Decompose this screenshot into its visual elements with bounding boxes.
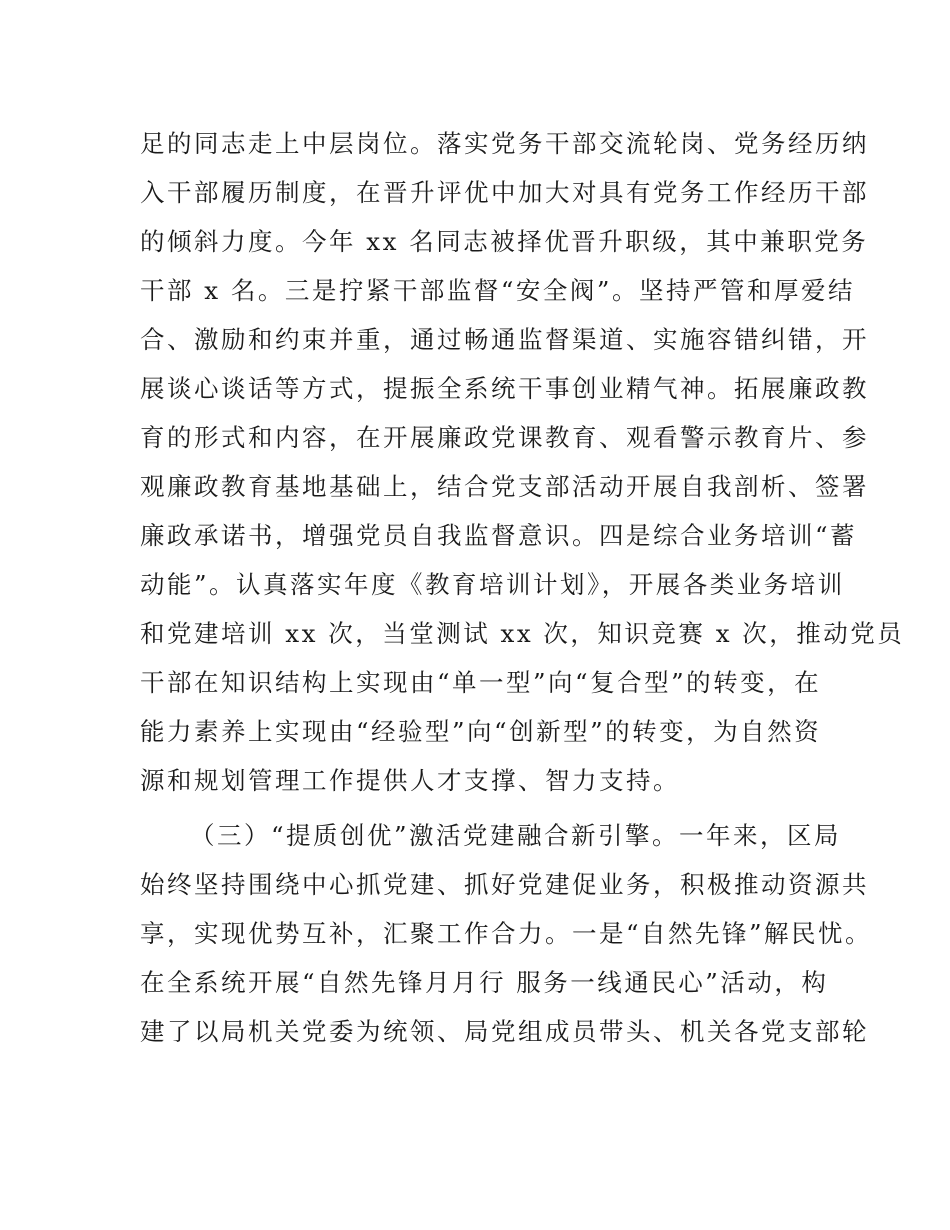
text-line-3: 的倾斜力度。今年 xx 名同志被择优晋升职级，其中兼职党务: [140, 227, 869, 256]
text-line-2: 入干部履历制度，在晋升评优中加大对具有党务工作经历干部: [140, 178, 869, 207]
text-line-9: 廉政承诺书，增强党员自我监督意识。四是综合业务培训“蓄: [140, 521, 858, 550]
text-line-13: 能力素养上实现由“经验型”向“创新型”的转变，为自然资: [140, 717, 822, 746]
text-line-14: 源和规划管理工作提供人才支撑、智力支持。: [140, 766, 680, 795]
text-line-17: 享，实现优势互补，汇聚工作合力。一是“自然先锋”解民忧。: [140, 919, 873, 948]
text-line-7: 育的形式和内容，在开展廉政党课教育、观看警示教育片、参: [140, 423, 869, 452]
text-line-12: 干部在知识结构上实现由“单一型”向“复合型”的转变，在: [140, 668, 822, 697]
text-line-16: 始终坚持围绕中心抓党建、抓好党建促业务，积极推动资源共: [140, 870, 869, 899]
text-line-8: 观廉政教育基地基础上，结合党支部活动开展自我剖析、签署: [140, 472, 869, 501]
text-line-6: 展谈心谈话等方式，提振全系统干事创业精气神。拓展廉政教: [140, 374, 869, 403]
text-line-5: 合、激励和约束并重，通过畅通监督渠道、实施容错纠错，开: [140, 325, 869, 354]
text-line-18: 在全系统开展“自然先锋月月行 服务一线通民心”活动，构: [140, 968, 829, 997]
text-line-19: 建了以局机关党委为统领、局党组成员带头、机关各党支部轮: [140, 1017, 869, 1046]
text-line-1: 足的同志走上中层岗位。落实党务干部交流轮岗、党务经历纳: [140, 129, 869, 158]
text-line-10: 动能”。认真落实年度《教育培训计划》，开展各类业务培训: [140, 570, 845, 599]
text-line-4: 干部 x 名。三是拧紧干部监督“安全阀”。坚持严管和厚爱结: [140, 276, 855, 305]
text-line-11: 和党建培训 xx 次，当堂测试 xx 次，知识竞赛 x 次，推动党员: [140, 619, 905, 648]
section-heading-paragraph: （三）“提质创优”激活党建融合新引擎。一年来，区局: [190, 821, 842, 850]
